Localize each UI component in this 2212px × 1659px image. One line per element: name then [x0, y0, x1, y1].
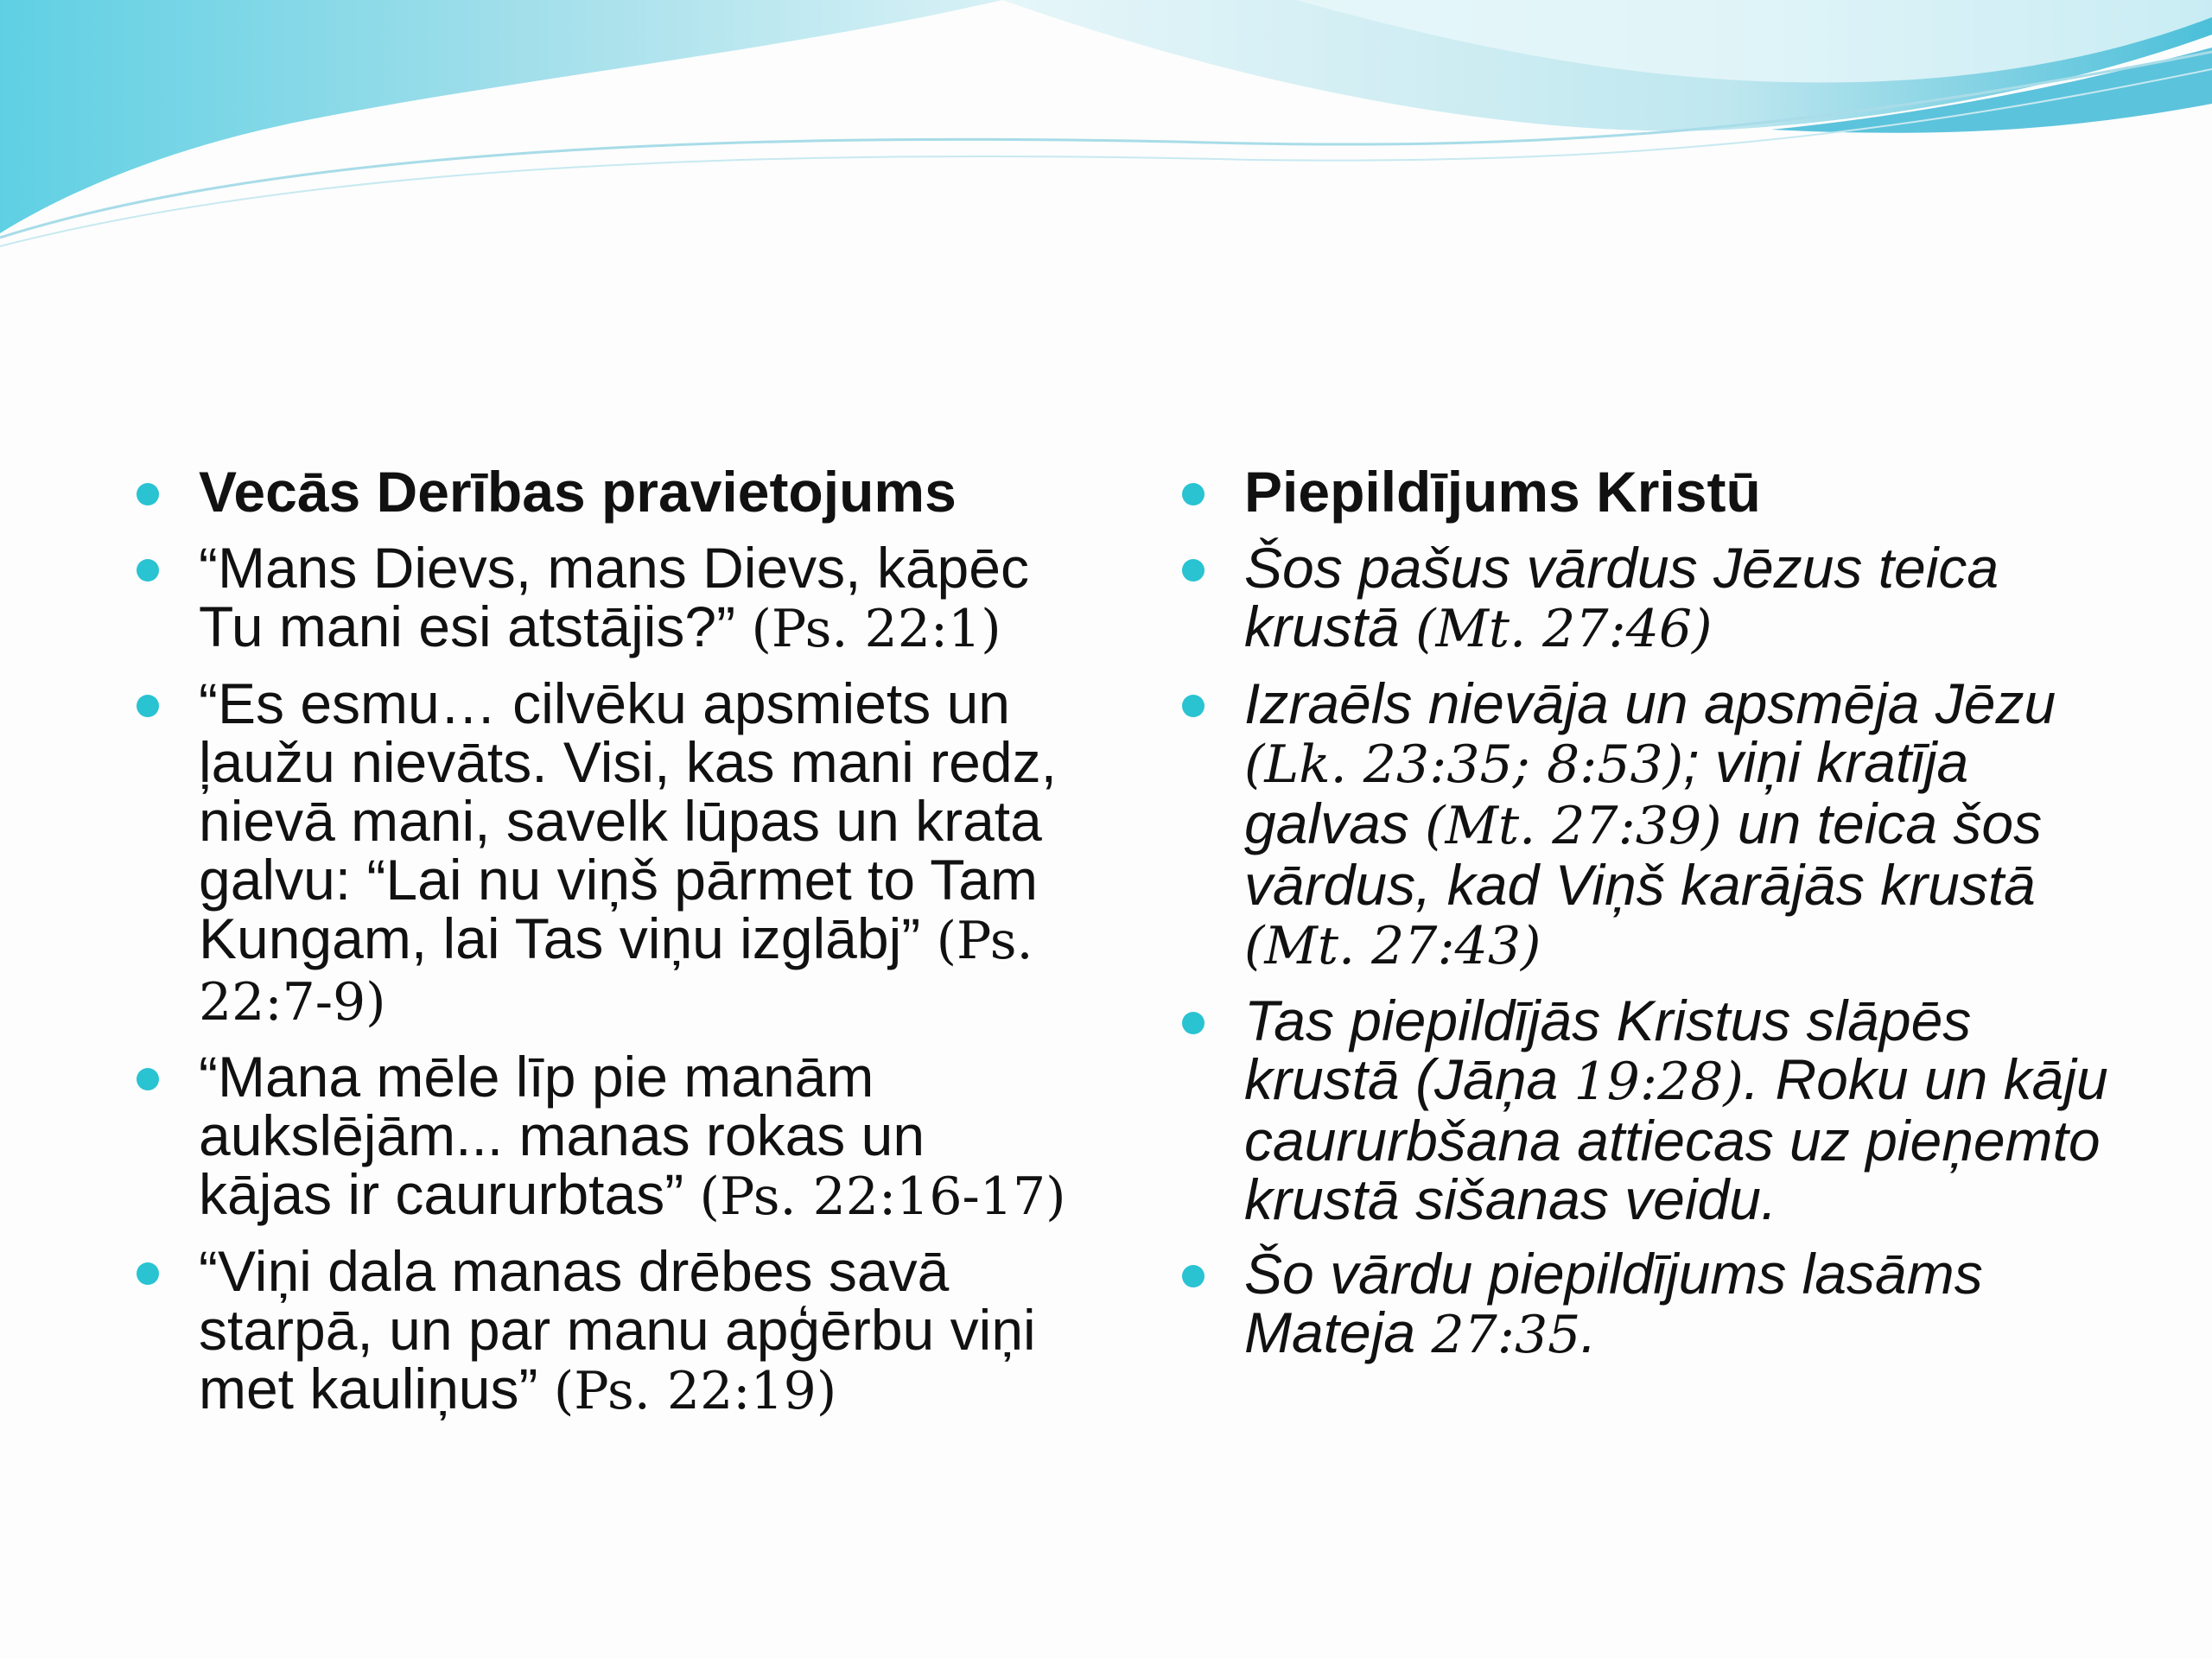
bullet-icon: [137, 559, 159, 582]
scripture-ref: (Ps. 22:1): [751, 599, 1001, 659]
scripture-ref: 27:35: [1431, 1305, 1581, 1365]
prophecy-list: [130, 462, 1071, 1421]
list-item: [130, 1047, 1071, 1226]
scripture-ref: (Lk. 23:35; 8:53): [1244, 734, 1684, 795]
list-item: [1175, 1244, 2117, 1364]
scripture-ref: (Ps. 22:7-9): [199, 911, 1033, 1033]
bullet-icon: [137, 1262, 159, 1285]
two-column-content: [130, 462, 2117, 1611]
fulfillment-text: Izraēls nievāja un apsmēja Jēzu: [1244, 671, 2056, 735]
bullet-icon: [1182, 1012, 1205, 1034]
bullet-icon: [1182, 695, 1205, 717]
fulfillment-heading: [1175, 460, 2117, 524]
scripture-ref: (Mt. 27:46): [1415, 599, 1713, 659]
fulfillment-text: Tas piepildījās Kristus slāpēs krustā (Jāņa: [1244, 988, 1972, 1111]
list-item: [1175, 671, 2117, 976]
list-item: [1175, 988, 2117, 1231]
list-item: [130, 671, 1071, 1033]
fulfillment-text: .: [1580, 1300, 1597, 1364]
scripture-ref: (Mt. 27:39): [1425, 796, 1722, 856]
bullet-icon: [1182, 559, 1205, 582]
fulfillment-heading-text: Piepildījums Kristū: [1244, 460, 1761, 524]
prophecy-heading-text: Vecās Derības pravietojums: [199, 460, 957, 524]
prophecy-heading: [130, 460, 1071, 524]
fulfillment-text: Šo vārdu piepildījums lasāms Mateja: [1244, 1242, 1983, 1364]
fulfillment-text: ; viņi kratīja galvas: [1244, 730, 1969, 855]
fulfillment-list: [1175, 462, 2117, 1364]
bullet-icon: [1182, 483, 1205, 505]
quote-text: “Es esmu… cilvēku apsmiets un ļaužu nievāts. Visi, kas mani redz, nievā mani, savelk lūpas un krata galvu: “Lai nu viņš pārmet to Tam Kungam, lai Tas viņu izglābj”: [199, 671, 1057, 970]
fulfillment-text: . Roku un kāju caururbšana attiecas uz pieņemto krustā sišanas veidu.: [1244, 1047, 2108, 1231]
scripture-ref: (Ps. 22:16-17): [699, 1166, 1066, 1227]
quote-text: “Viņi dala manas drēbes savā starpā, un par manu apģērbu viņi met kauliņus”: [199, 1239, 1036, 1421]
quote-text: “Mans Dievs, mans Dievs, kāpēc Tu mani esi atstājis?”: [199, 536, 1029, 658]
list-item: [1175, 538, 2117, 658]
scripture-ref: (Ps. 22:19): [553, 1361, 837, 1421]
bullet-icon: [137, 483, 159, 505]
quote-text: “Mana mēle līp pie manām aukslējām... manas rokas un kājas ir caururbtas”: [199, 1045, 925, 1226]
prophecy-column: [130, 462, 1071, 1611]
decorative-wave-header: [0, 0, 2212, 259]
scripture-ref: 19:28): [1573, 1052, 1744, 1112]
scripture-ref: (Mt. 27:43): [1244, 916, 1541, 976]
bullet-icon: [1182, 1265, 1205, 1287]
fulfillment-column: [1175, 462, 2117, 1611]
bullet-icon: [137, 695, 159, 717]
fulfillment-text: un teica šos vārdus, kad Viņš karājās krustā: [1244, 791, 2043, 917]
fulfillment-text: Šos pašus vārdus Jēzus teica krustā: [1244, 536, 1999, 658]
list-item: [130, 1239, 1071, 1421]
bullet-icon: [137, 1068, 159, 1090]
list-item: [130, 538, 1071, 658]
